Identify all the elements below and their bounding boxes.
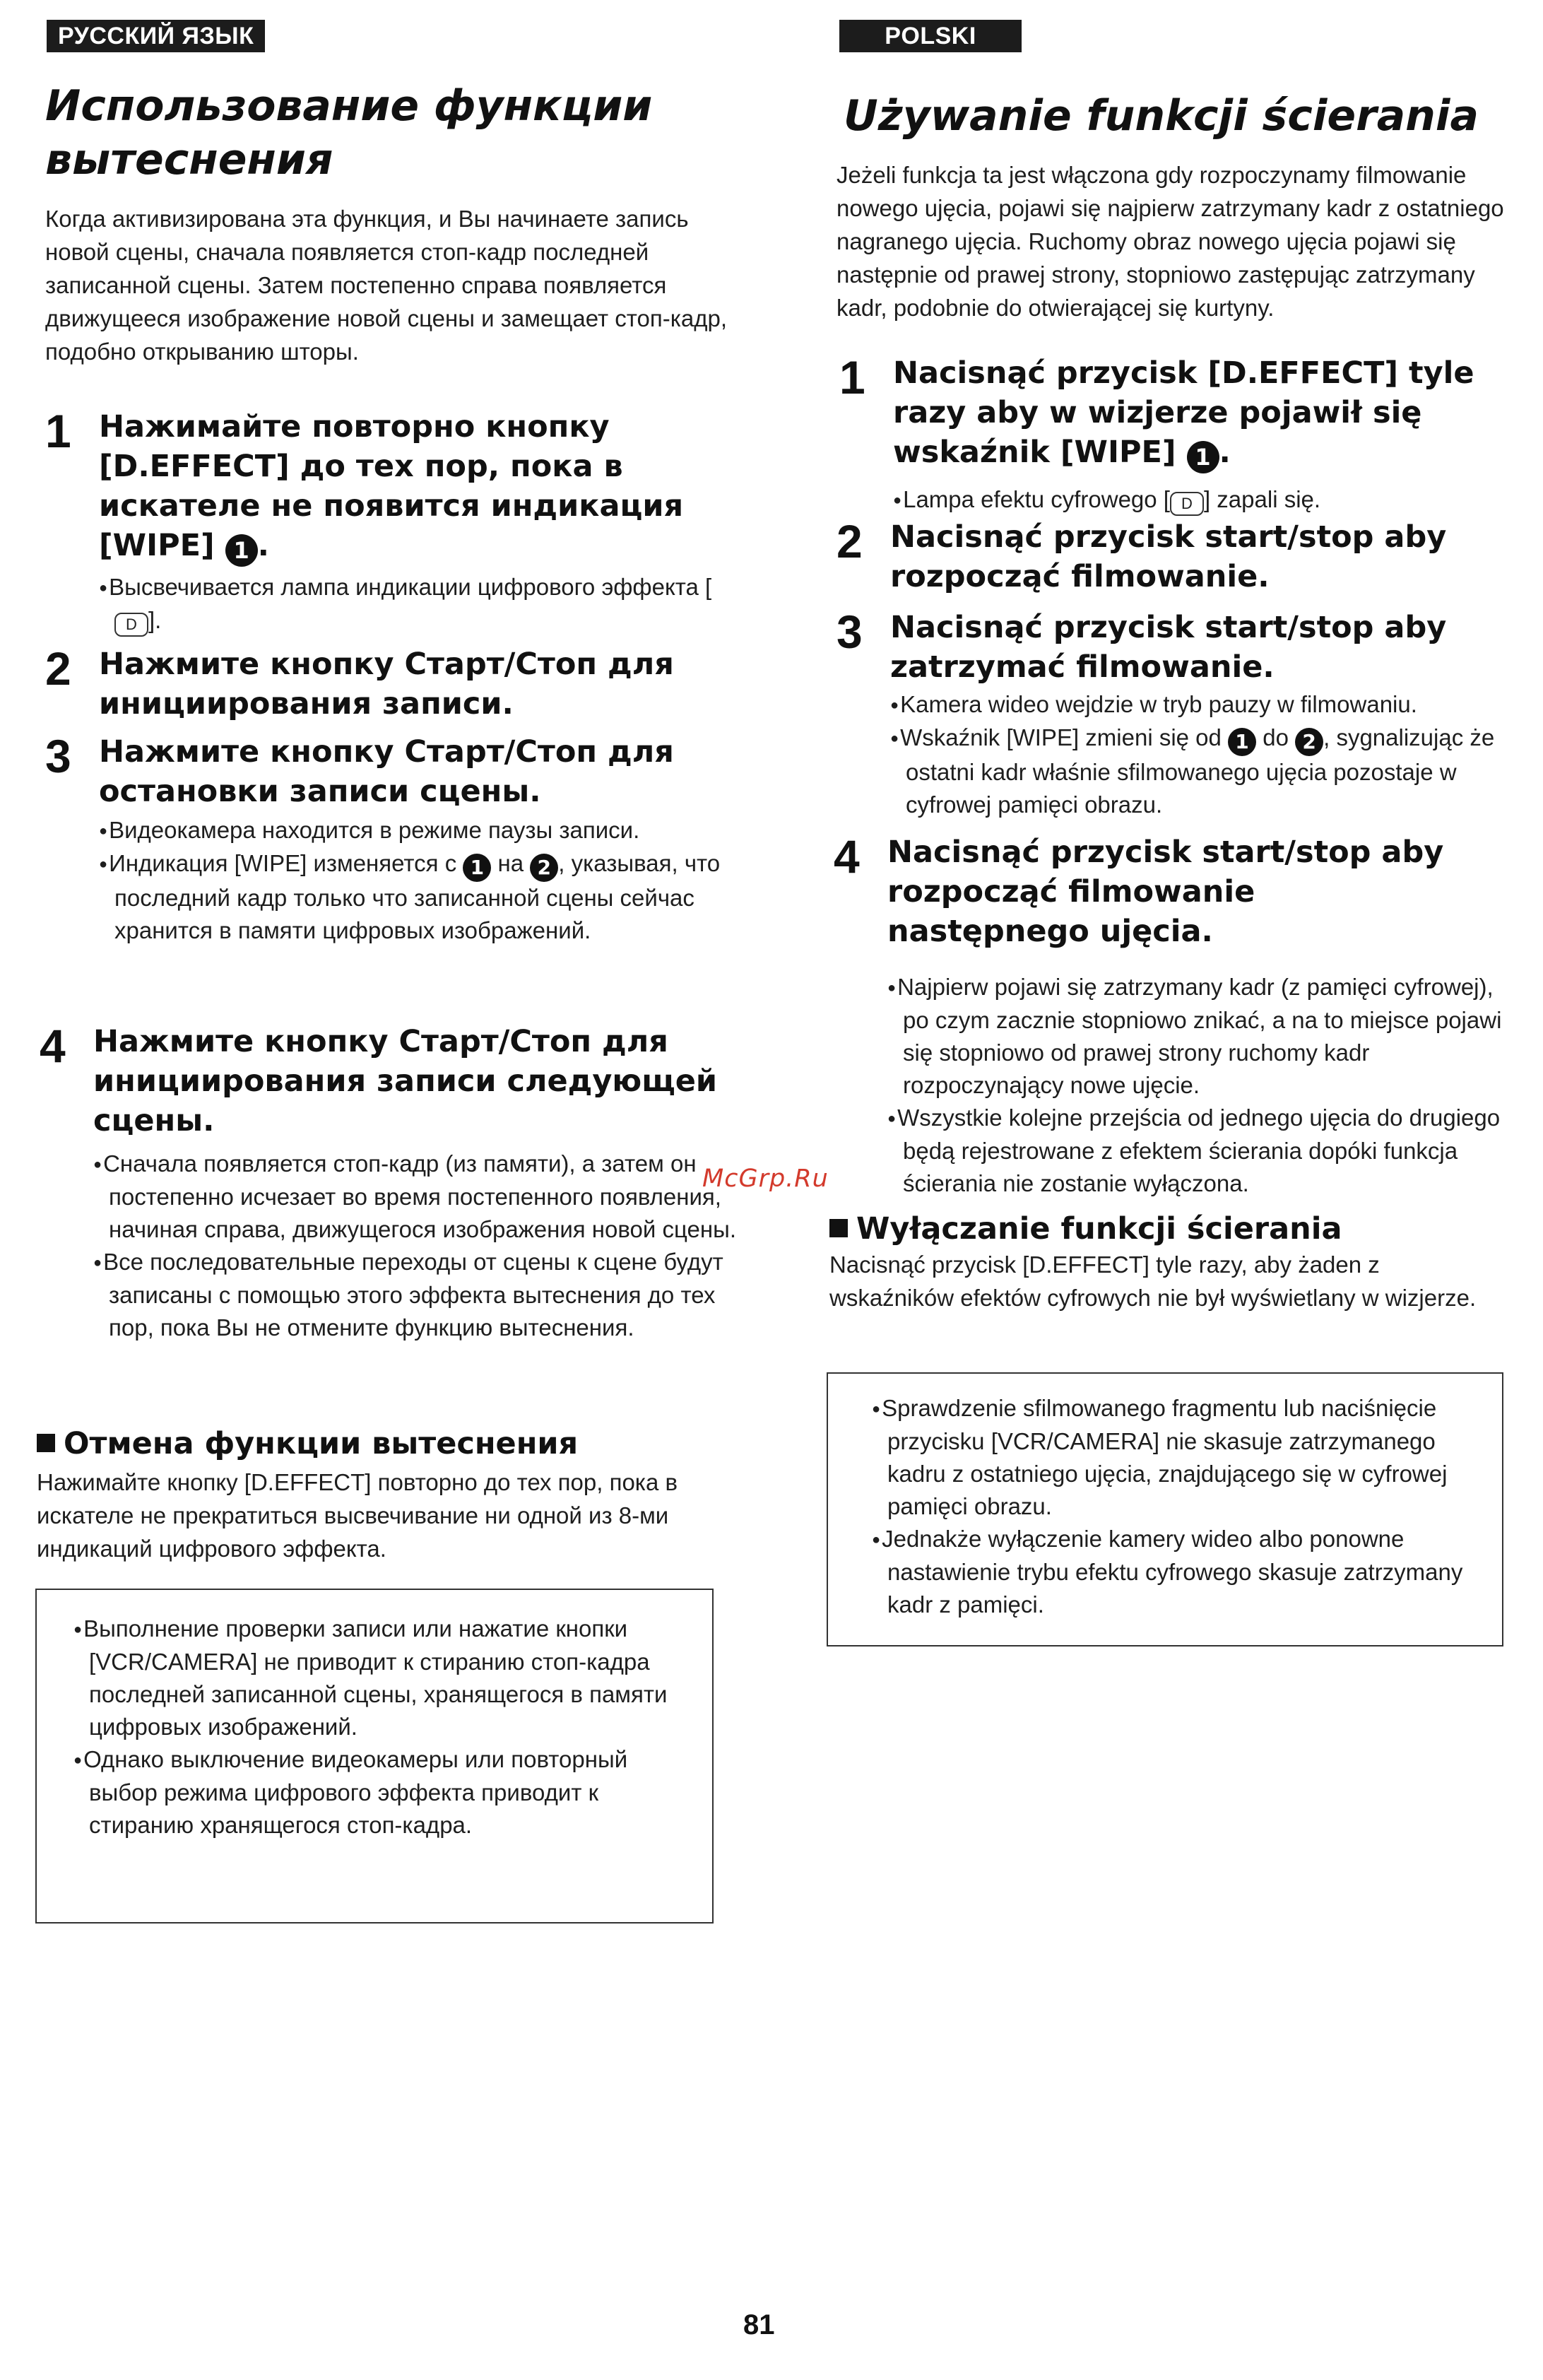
cancel-heading-polish: Wyłączanie funkcji ścierania <box>829 1210 1508 1248</box>
language-tag-russian: РУССКИЙ ЯЗЫК <box>47 20 265 52</box>
step-number: 1 <box>45 405 71 457</box>
list-item: ● Jednakże wyłączenie kamery wideo albo ponowne nastawienie trybu efektu cyfrowego skasuje zatrzymany kadr z pamięci. <box>872 1523 1479 1621</box>
note-list <box>872 1392 1479 1621</box>
note-list <box>73 1613 688 1842</box>
step-number: 3 <box>836 606 863 658</box>
marker-1-icon: 1 <box>463 854 491 882</box>
list-item: ● Wszystkie kolejne przejścia od jednego ujęcia do drugiego będą rejestrowane z efektem ścierania dopóki funkcja ścierania nie zostanie wyłączona. <box>887 1102 1509 1200</box>
cancel-heading-russian: Отмена функции вытеснения <box>37 1425 729 1463</box>
step-number: 2 <box>45 642 71 695</box>
section-title-russian: Использование функции вытеснения <box>45 81 653 184</box>
list-item: ● Сначала появляется стоп-кадр (из памяти), а затем он постепенно исчезает во время постепенного появления, начиная справа, движущегося изображения новой сцены. <box>93 1148 743 1246</box>
list-item: ● Высвечивается лампа индикации цифрового эффекта [D ]. <box>99 571 735 637</box>
cancel-text-russian: Нажимайте кнопку [D.EFFECT] повторно до тех пор, пока в искателе не прекратиться высвечивание ни одной из 8-ми индикаций цифрового эффекта. <box>37 1469 678 1562</box>
step-heading: Nacisnąć przycisk [D.EFFECT] tyle razy aby w wizjerze pojawił się wskaźnik [WIPE] 1 . <box>893 353 1486 473</box>
marker-1-icon: 1 <box>225 534 258 567</box>
list-item: ● Sprawdzenie sfilmowanego fragmentu lub naciśnięcie przycisku [VCR/CAMERA] nie skasuje zatrzymanego kadru z ostatniego ujęcia, znajdującego się w cyfrowej pamięci obrazu. <box>872 1392 1479 1523</box>
list-item: ● Индикация [WIPE] изменяется с 1 на 2 , указывая, что последний кадр только что записанной сцены сейчас хранится в памяти цифровых изображений. <box>99 847 728 947</box>
language-tag-polish: POLSKI <box>839 20 1022 52</box>
section-title-polish: Używanie funkcji ścierania <box>844 91 1479 141</box>
marker-1-icon: 1 <box>1187 441 1219 473</box>
step-number: 1 <box>839 351 865 403</box>
step-heading: Nacisnąć przycisk start/stop aby zatrzymać filmowanie. <box>890 610 1447 685</box>
step-number: 3 <box>45 730 71 782</box>
list-item: ● Lampa efektu cyfrowego [ D ] zapali się. <box>893 483 1508 517</box>
step-number: 2 <box>836 515 863 567</box>
step-heading: Nacisnąć przycisk start/stop aby rozpocząć filmowanie. <box>890 519 1447 594</box>
watermark: McGrp.Ru <box>702 1165 829 1193</box>
step-heading: Nacisnąć przycisk start/stop aby rozpocząć filmowanie następnego ujęcia. <box>887 835 1444 949</box>
intro-paragraph-polish: Jeżeli funkcja ta jest włączona gdy rozpoczynamy filmowanie nowego ujęcia, pojawi się najpierw zatrzymany kadr z ostatniego nagranego ujęcia. Ruchomy obraz nowego ujęcia pojawi się następnie od prawej strony, stopniowo zastępując zatrzymany kadr, podobnie do otwierającej się kurtyny. <box>836 162 1504 321</box>
list-item: ● Однако выключение видеокамеры или повторный выбор режима цифрового эффекта приводит к стиранию хранящегося стоп-кадра. <box>73 1743 688 1842</box>
step-number: 4 <box>40 1020 66 1072</box>
step-heading: Нажмите кнопку Старт/Стоп для остановки записи сцены. <box>99 734 674 809</box>
digital-effect-lamp-icon: D <box>1170 492 1204 516</box>
note-box-russian <box>35 1589 714 1924</box>
cancel-text-polish: Nacisnąć przycisk [D.EFFECT] tyle razy, aby żaden z wskaźników efektów cyfrowych nie był wyświetlany w wizjerze. <box>829 1251 1477 1311</box>
list-item: ● Najpierw pojawi się zatrzymany kadr (z pamięci cyfrowej), po czym zacznie stopniowo znikać, a na to miejsce pojawi się stopniowo od prawej strony ruchomy kadr rozpoczynający nowe ujęcie. <box>887 971 1509 1102</box>
marker-1-icon: 1 <box>1228 728 1256 756</box>
square-bullet-icon <box>37 1434 55 1452</box>
list-item: ● Видеокамера находится в режиме паузы записи. <box>99 814 728 847</box>
digital-effect-lamp-icon: D <box>114 613 148 637</box>
step-bullets <box>99 814 728 947</box>
list-item: ● Kamera wideo wejdzie w tryb pauzy w filmowaniu. <box>890 688 1512 721</box>
step-heading: Нажмите кнопку Старт/Стоп для инициирования записи. <box>99 647 674 721</box>
step-heading: Нажимайте повторно кнопку [D.EFFECT] до тех пор, пока в искателе не появится индикация [WIPE] 1 . <box>99 407 721 567</box>
page-number: 81 <box>743 2309 775 2340</box>
list-item: ● Выполнение проверки записи или нажатие кнопки [VCR/CAMERA] не приводит к стиранию стоп-кадра последней записанной сцены, хранящегося в памяти цифровых изображений. <box>73 1613 688 1743</box>
marker-2-icon: 2 <box>1295 728 1323 756</box>
step-bullets <box>93 1148 743 1344</box>
note-box-polish <box>827 1372 1503 1646</box>
step-bullets <box>887 971 1509 1200</box>
step-number: 4 <box>834 830 860 883</box>
square-bullet-icon <box>829 1219 848 1237</box>
step-bullets <box>893 483 1508 517</box>
step-bullets <box>890 688 1512 821</box>
step-heading: Нажмите кнопку Старт/Стоп для инициирования записи следующей сцены. <box>93 1024 718 1138</box>
intro-paragraph-russian: Когда активизирована эта функция, и Вы начинаете запись новой сцены, сначала появляется стоп-кадр последней записанной сцены. Затем постепенно справа появляется движущееся изображение новой сцены и замещает стоп-кадр, подобно открыванию шторы. <box>45 206 728 365</box>
marker-2-icon: 2 <box>530 854 558 882</box>
step-bullets <box>99 571 735 637</box>
list-item: ● Wskaźnik [WIPE] zmieni się od 1 do 2 , sygnalizując że ostatni kadr właśnie sfilmowanego ujęcia pozostaje w cyfrowej pamięci obrazu. <box>890 721 1512 821</box>
list-item: ● Все последовательные переходы от сцены к сцене будут записаны с помощью этого эффекта вытеснения до тех пор, пока Вы не отмените функцию вытеснения. <box>93 1246 743 1344</box>
